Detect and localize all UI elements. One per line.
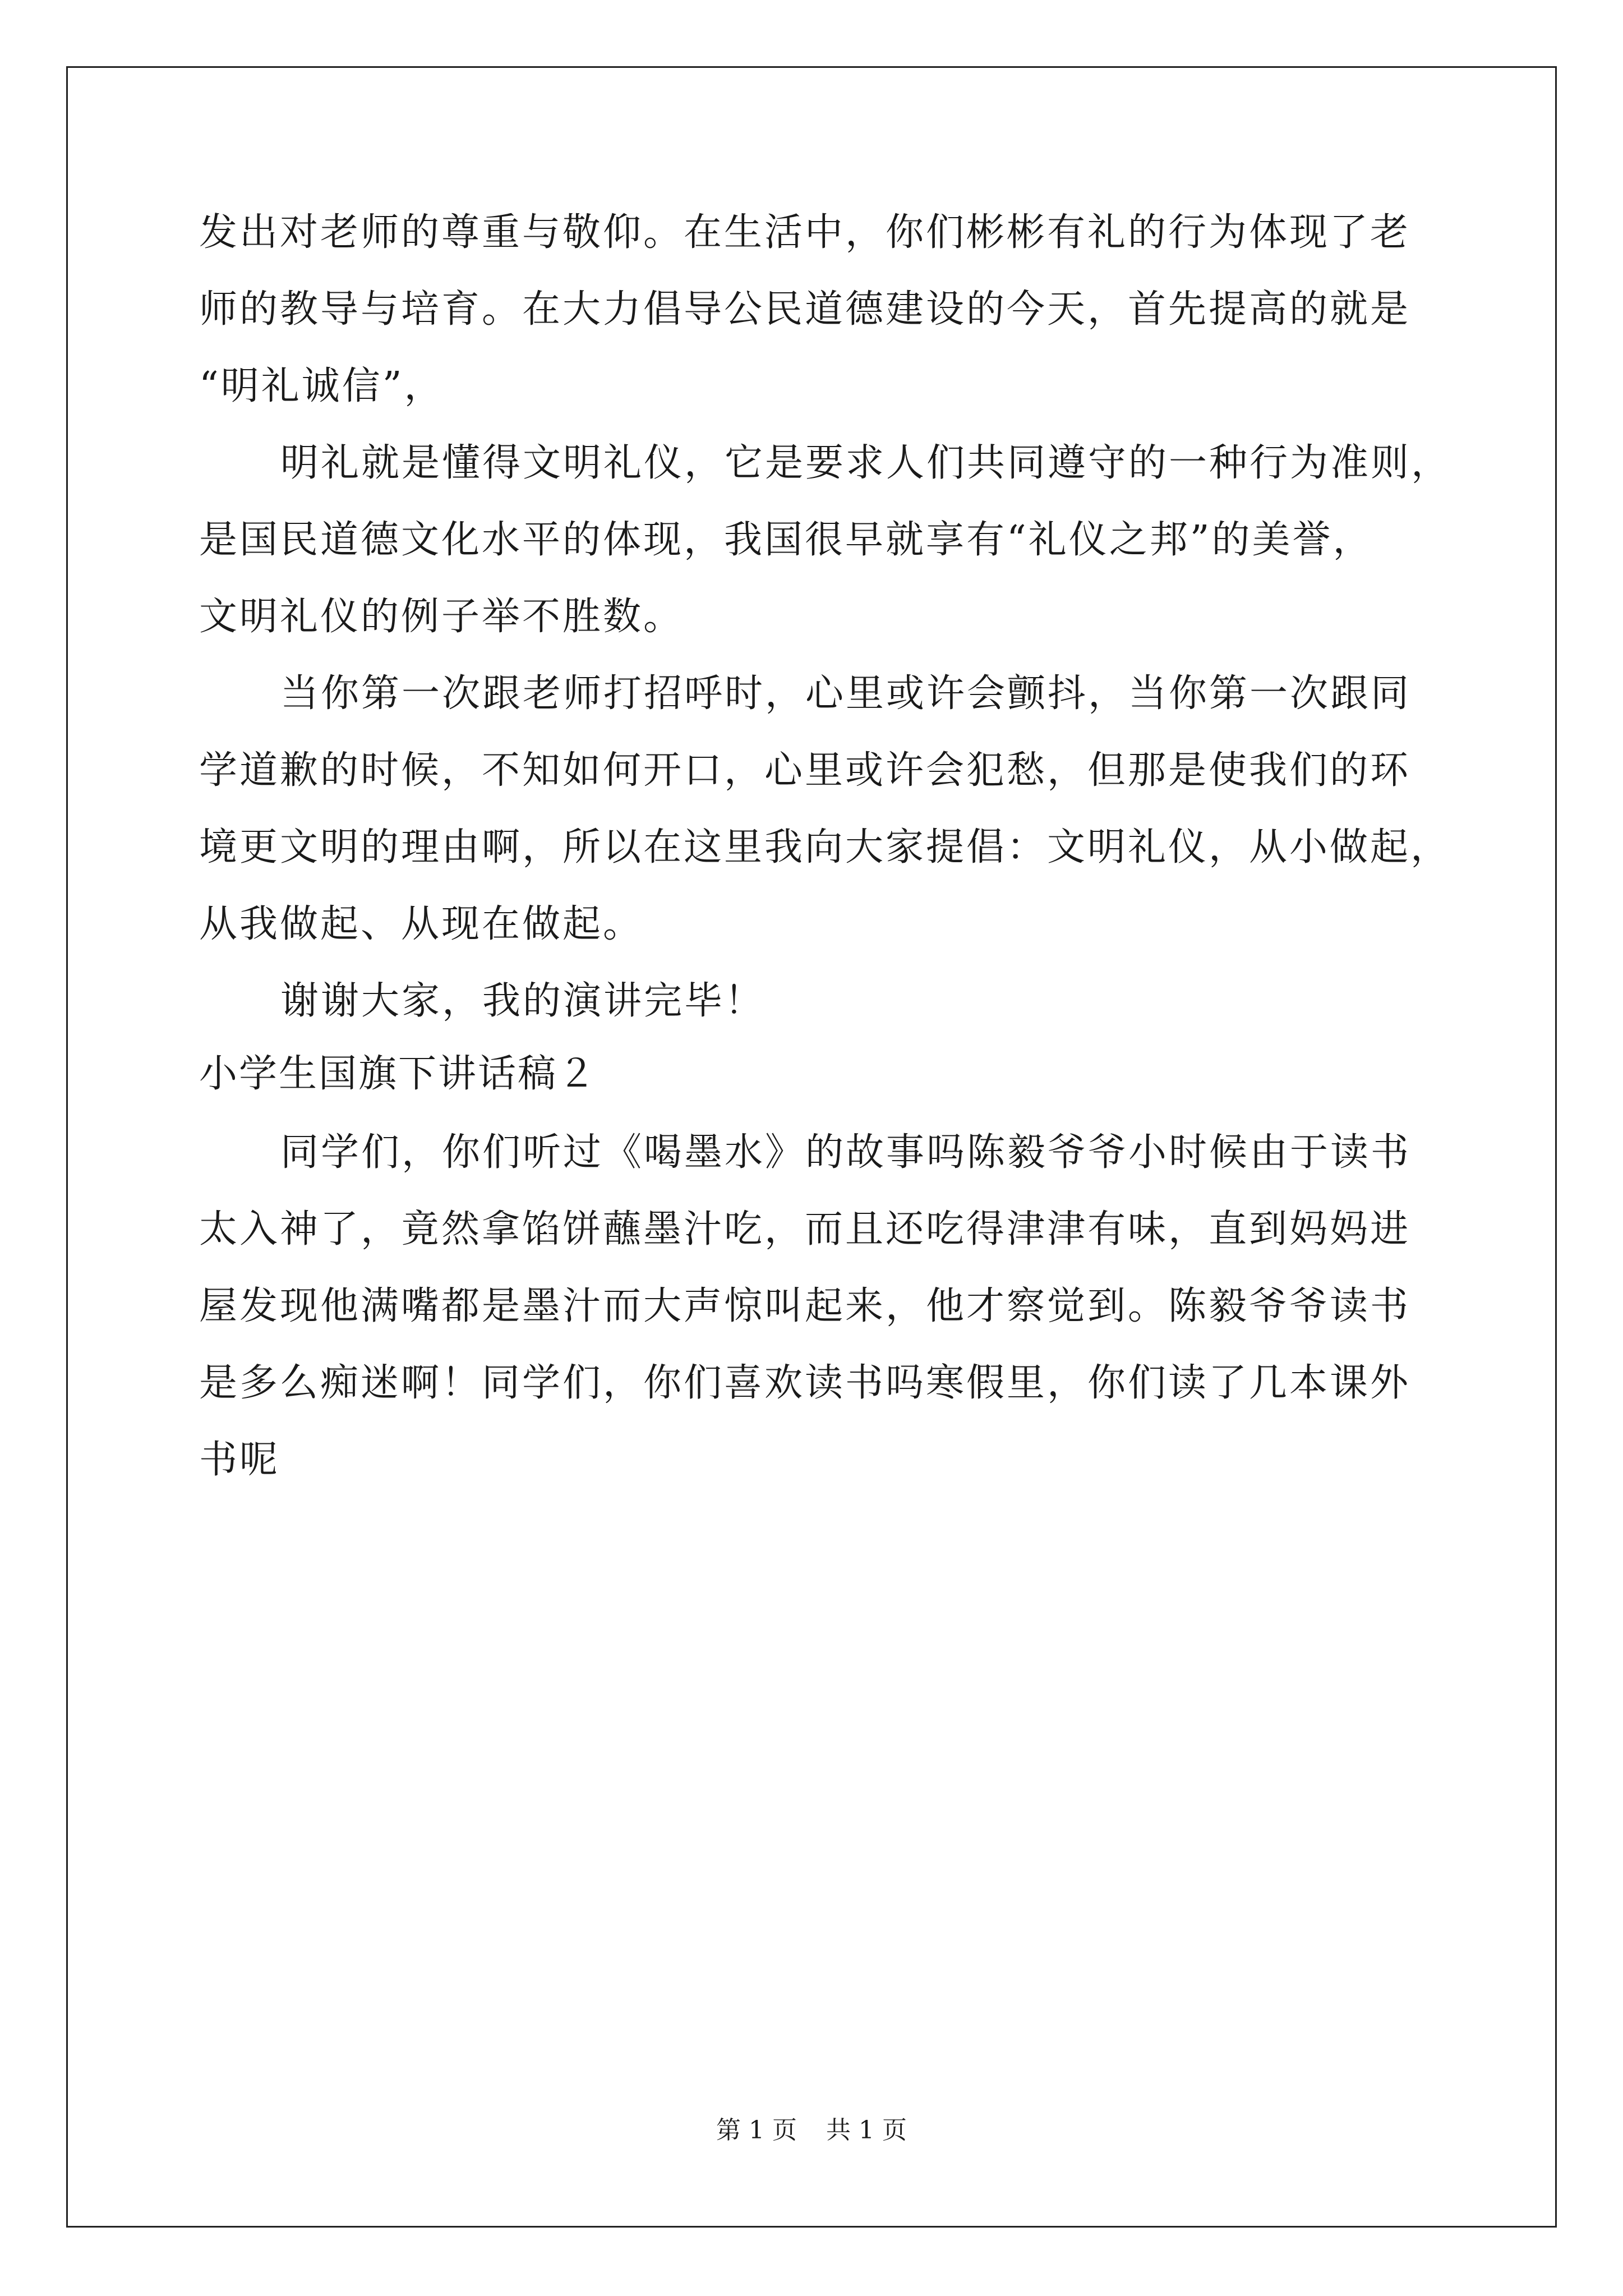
paragraph-line: 从我做起、从现在做起。 [199, 902, 644, 946]
paragraph-line: 太入神了，竟然拿馅饼蘸墨汁吃，而且还吃得津津有味，直到妈妈进 [199, 1207, 1411, 1251]
paragraph-line: 学道歉的时候，不知如何开口，心里或许会犯愁，但那是使我们的环 [199, 748, 1411, 793]
page-total: 共 1 页 [826, 2116, 907, 2145]
section-heading: 小学生国旗下讲话稿２ [199, 1052, 598, 1096]
paragraph-line: 文明礼仪的例子举不胜数。 [199, 595, 684, 639]
paragraph-line: 屋发现他满嘴都是墨汁而大声惊叫起来，他才察觉到。陈毅爷爷读书 [199, 1284, 1411, 1328]
paragraph-line: 明礼就是懂得文明礼仪，它是要求人们共同遵守的一种行为准则， [280, 441, 1452, 485]
paragraph-line: 发出对老师的尊重与敬仰。在生活中，你们彬彬有礼的行为体现了老 [199, 210, 1411, 255]
paragraph-line: 是国民道德文化水平的体现，我国很早就享有“礼仪之邦”的美誉， [199, 518, 1373, 562]
paragraph-line: 同学们，你们听过《喝墨水》的故事吗陈毅爷爷小时候由于读书 [280, 1130, 1412, 1175]
page-footer [0, 2114, 1623, 2147]
paragraph-line: 当你第一次跟老师打招呼时，心里或许会颤抖，当你第一次跟同 [280, 671, 1412, 716]
page-number: 第 1 页 [716, 2116, 797, 2145]
paragraph-line: 师的教导与培育。在大力倡导公民道德建设的今天，首先提高的就是 [199, 287, 1411, 332]
paragraph-line: 是多么痴迷啊！同学们，你们喜欢读书吗寒假里，你们读了几本课外 [199, 1361, 1411, 1405]
paragraph-line: “明礼诚信”， [199, 364, 445, 408]
paragraph-line: 书呢 [199, 1438, 280, 1482]
paragraph-line: 谢谢大家，我的演讲完毕！ [280, 979, 766, 1023]
paragraph-line: 境更文明的理由啊，所以在这里我向大家提倡：文明礼仪，从小做起， [199, 825, 1451, 869]
